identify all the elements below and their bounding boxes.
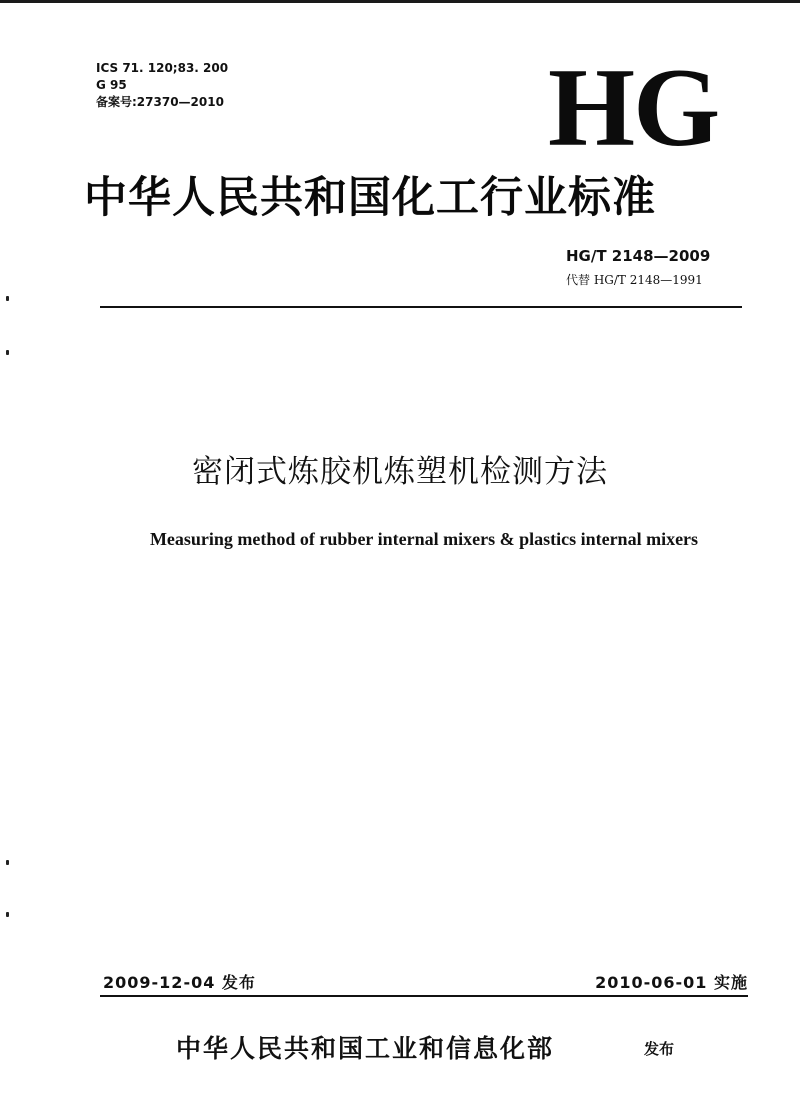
ics-code: ICS 71. 120;83. 200 xyxy=(96,61,229,75)
hg-logo: HG xyxy=(548,46,719,170)
issuing-authority: 中华人民共和国工业和信息化部 xyxy=(176,1034,555,1063)
record-number: 备案号:27370—2010 xyxy=(96,95,224,109)
class-code: G 95 xyxy=(96,78,127,92)
document-title-english: Measuring method of rubber internal mixers & plastics internal mixers xyxy=(149,529,699,549)
organization-title: 中华人民共和国化工行业标准 xyxy=(84,173,656,223)
issue-date: 2009-12-04 发布 xyxy=(103,973,256,992)
footer-divider xyxy=(100,995,748,997)
scan-speck xyxy=(6,350,9,355)
replaces-standard: 代替 HG/T 2148—1991 xyxy=(566,273,703,287)
scan-speck xyxy=(6,912,9,917)
classification-block xyxy=(96,60,228,111)
scan-speck xyxy=(6,860,9,865)
implementation-date: 2010-06-01 实施 xyxy=(595,973,748,992)
header-divider xyxy=(100,306,742,308)
document-title-chinese: 密闭式炼胶机炼塑机检测方法 xyxy=(192,454,608,490)
issuing-label: 发布 xyxy=(644,1040,675,1058)
scan-speck xyxy=(6,296,9,301)
scan-top-edge xyxy=(0,0,800,3)
standard-number: HG/T 2148—2009 xyxy=(566,247,711,265)
